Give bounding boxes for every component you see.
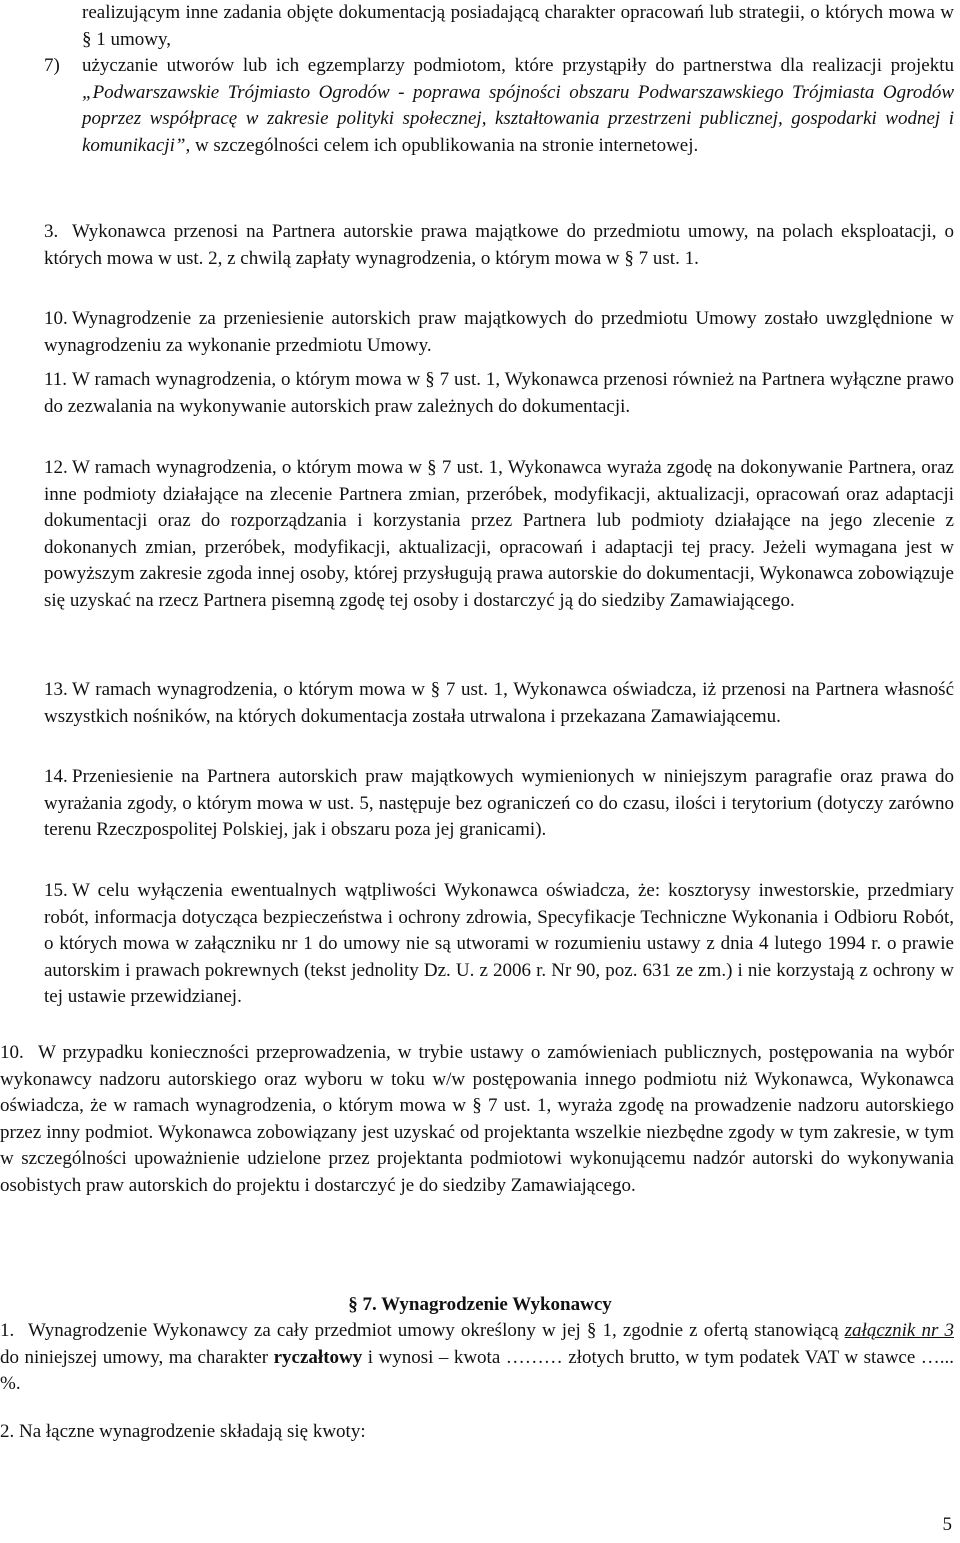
continuation-paragraph	[82, 0, 954, 53]
attachment-reference: załącznik nr 3	[844, 1320, 954, 1341]
item-number: 10.	[44, 308, 68, 329]
item-text: W przypadku konieczności przeprowadzenia, w trybie ustawy o zamówieniach publicznych, postępowania na wybór wykonawcy nadzoru autorskiego oraz wyboru w toku w/w postępowania innego podmiotu niż Wykonawca, Wykonawca oświadcza, że w ramach wynagrodzenia, o którym mowa w § 7 ust. 1, wyraża zgodę na prowadzenie nadzoru autorskiego przez inny podmiot. Wykonawca zobowiązany jest uzyskać od projektanta wszelkie niezbędne zgody w tym zakresie, w tym w szczególności upoważnienie udzielone przez projektanta podmiotowi wykonującemu nadzór autorski do wykonywania osobistych praw autorskich do projektu i dostarczyć je do siedziby Zamawiającego.	[0, 1042, 954, 1196]
page-number: 5	[942, 1514, 952, 1535]
item-number: 12.	[44, 457, 68, 478]
paragraph-text: realizującym inne zadania objęte dokumentacją posiadającą charakter opracowań lub strategii, o których mowa w § 1 umowy,	[82, 2, 954, 50]
item-text: 2. Na łączne wynagrodzenie składają się kwoty:	[0, 1421, 366, 1442]
item-number: 7)	[44, 55, 60, 76]
project-title-italic: „Podwarszawskie Trójmiasto Ogrodów - poprawa spójności obszaru Podwarszawskiego Trójmiasta Ogrodów poprzez współpracę w zakresie polityki społecznej, kształtowania przestrzeni publicznej, gospodarki wodnej i komunikacji”	[82, 81, 954, 156]
section-item-2	[0, 1419, 954, 1446]
item-number: 11.	[44, 369, 68, 390]
item-text-regular-end: , w szczególności celem ich opublikowania na stronie internetowej.	[185, 134, 699, 156]
item-number: 14.	[44, 766, 68, 787]
item-text: W ramach wynagrodzenia, o którym mowa w § 7 ust. 1, Wykonawca przenosi również na Partnera wyłączne prawo do zezwalania na wykonywanie autorskich praw zależnych do dokumentacji.	[44, 369, 954, 417]
item-text: Przeniesienie na Partnera autorskich praw majątkowych wymienionych w niniejszym paragrafie oraz prawa do wyrażania zgody, o którym mowa w ust. 5, następuje bez ograniczeń co do czasu, ilości i terytorium (dotyczy zarówno terenu Rzeczpospolitej Polskiej, jak i obszaru poza jej granicami).	[44, 766, 954, 841]
section-heading: § 7. Wynagrodzenie Wykonawcy	[348, 1294, 612, 1315]
item-number: 1.	[0, 1320, 15, 1341]
item-text: Wynagrodzenie za przeniesienie autorskich praw majątkowych do przedmiotu Umowy zostało uwzględnione w wynagrodzeniu za wykonanie przedmiotu Umowy.	[44, 308, 954, 356]
item-text-regular: użyczanie utworów lub ich egzemplarzy podmiotom, które przystąpiły do partnerstwa dla realizacji projektu	[82, 55, 954, 76]
item-number: 3.	[44, 221, 59, 242]
lump-sum-bold: ryczałtowy	[273, 1346, 363, 1368]
item-number: 13.	[44, 679, 68, 700]
item-text: W celu wyłączenia ewentualnych wątpliwości Wykonawca oświadcza, że: kosztorysy inwestorskie, przedmiary robót, informacja dotycząca bezpieczeństwa i ochrony zdrowia, Specyfikacje Techniczne Wykonania i Odbioru Robót, o których mowa w załączniku nr 1 do umowy nie są utworami w rozumieniu ustawy z dnia 4 lutego 1994 r. o prawie autorskim i prawach pokrewnych (tekst jednolity Dz. U. z 2006 r. Nr 90, poz. 631 ze zm.) i nie korzystają z ochrony w tej ustawie przewidzianej.	[44, 880, 954, 1008]
item-text: W ramach wynagrodzenia, o którym mowa w § 7 ust. 1, Wykonawca oświadcza, iż przenosi na Partnera własność wszystkich nośników, na których dokumentacja została utrwalona i przekazana Zamawiającemu.	[44, 679, 954, 727]
item-text: Wynagrodzenie Wykonawcy za cały przedmiot umowy określony w jej § 1, zgodnie z ofertą stanowiącą załącznik nr 3 do niniejszej umowy, ma charakter ryczałtowy i wynosi – kwota ……… złotych brutto, w tym podatek VAT w stawce …... %.	[0, 1320, 955, 1395]
item-text	[82, 53, 954, 159]
item-text: Wykonawca przenosi na Partnera autorskie prawa majątkowe do przedmiotu umowy, na polach eksploatacji, o których mowa w ust. 2, z chwilą zapłaty wynagrodzenia, o którym mowa w § 7 ust. 1.	[44, 221, 954, 269]
item-number: 15.	[44, 880, 68, 901]
item-text: W ramach wynagrodzenia, o którym mowa w § 7 ust. 1, Wykonawca wyraża zgodę na dokonywanie Partnera, oraz inne podmioty działające na zlecenie Partnera zmian, przeróbek, modyfikacji, aktualizacji, opracowań oraz adaptacji dokumentacji oraz do rozporządzania i korzystania przez Partnera lub podmioty działające na jego zlecenie z dokonanych zmian, przeróbek, modyfikacji, aktualizacji, opracowań i adaptacji tej pracy. Jeżeli wymagana jest w powyższym zakresie zgoda innej osoby, której przysługują prawa autorskie do dokumentacji, Wykonawca zobowiązuje się uzyskać na rzecz Partnera pisemną zgodę tej osoby i dostarczyć ją do siedziby Zamawiającego.	[44, 457, 954, 611]
item-number: 10.	[0, 1042, 24, 1063]
